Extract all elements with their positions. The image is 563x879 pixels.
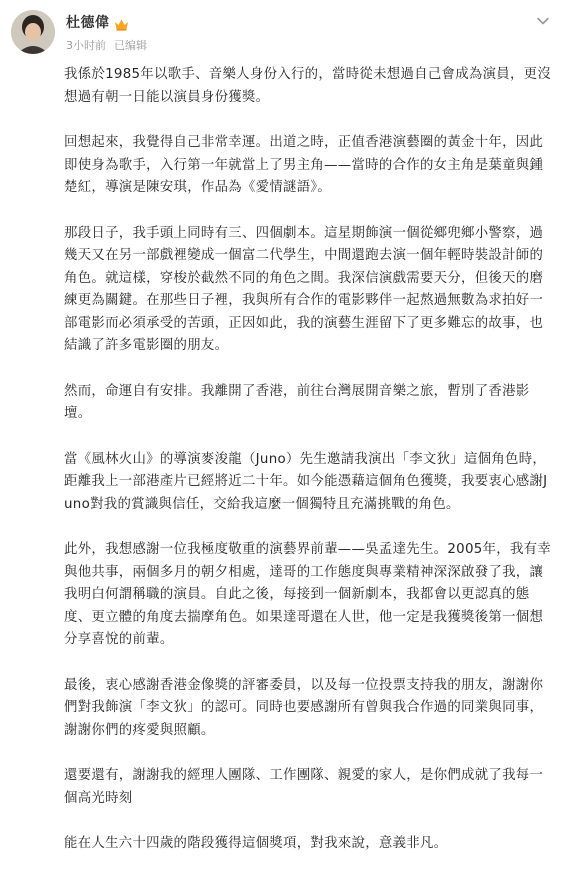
edited-label[interactable]: 已编辑 (114, 39, 147, 52)
post-paragraph: 然而，命運自有安排。我離開了香港，前往台灣展開音樂之旅，暫別了香港影壇。 (64, 383, 530, 421)
post-content (64, 64, 552, 879)
crown-icon (114, 16, 129, 29)
post-time: 3小时前 (66, 39, 106, 52)
post-paragraph: 當《風林火山》的導演麥浚龍（Juno）先生邀請我演出「李文狄」這個角色時，距離我上一部港產片已經將近二十年。如今能憑藉這個角色獲獎，我要衷心感謝Juno對我的賞識與信任，交給我這麼一個獨特且充滿挑戰的角色。 (64, 451, 548, 512)
post-paragraph: 我係於1985年以歌手、音樂人身份入行的，當時從未想過自己會成為演員，更沒想過有朝一日能以演員身份獲獎。 (64, 67, 552, 105)
post-meta (66, 37, 147, 53)
avatar[interactable] (11, 10, 55, 54)
post-header (0, 0, 563, 62)
post-paragraph: 回想起來，我覺得自己非常幸運。出道之時，正值香港演藝圈的黃金十年，因此即使身為歌手，入行第一年就當上了男主角——當時的合作的女主角是葉童與鍾楚紅，導演是陳安琪，作品為《愛情謎語》。 (64, 135, 544, 195)
post-paragraph: 此外，我想感謝一位我極度敬重的演藝界前輩——吳孟達先生。2005年，我有幸與他共事，兩個多月的朝夕相處，達哥的工作態度與專業精神深深啟發了我，讓我明白何謂稱職的演員。自此之後，每接到一個新劇本，我都會以更認真的態度、更立體的角度去揣摩角色。如果達哥還在人世，他一定是我獲獎後第一個想分享喜悅的前輩。 (64, 542, 552, 647)
post-paragraph: 最後，衷心感謝香港金像獎的評審委員，以及每一位投票支持我的朋友，謝謝你們對我飾演「李文狄」的認可。同時也要感謝所有曾與我合作過的同業與同事，謝謝你們的疼愛與照顧。 (64, 677, 544, 738)
post-paragraph: 能在人生六十四歲的階段獲得這個獎項，對我來說，意義非凡。 (64, 836, 448, 851)
post-paragraph: 還要還有，謝謝我的經理人團隊、工作團隊、親愛的家人，是你們成就了我每一個高光時刻 (64, 768, 544, 806)
post-paragraph: 那段日子，我手頭上同時有三、四個劇本。這星期飾演一個從鄉兜鄉小警察，過幾天又在另一部戲裡變成一個富二代學生，中間還跑去演一個年輕時裝設計師的角色。就這樣，穿梭於截然不同的角色之間。我深信演戲需要天分，但後天的磨練更為關鍵。在那些日子裡，我與所有合作的電影夥伴一起熬過無數為求拍好一部電影而必須承受的苦頭，正因如此，我的演藝生涯留下了更多難忘的故事，也結識了許多電影圈的朋友。 (64, 225, 544, 353)
avatar-image (11, 10, 55, 54)
author-name[interactable]: 杜德偉 (66, 15, 110, 31)
chevron-down-icon[interactable] (536, 11, 550, 21)
author-name-row (66, 12, 129, 32)
